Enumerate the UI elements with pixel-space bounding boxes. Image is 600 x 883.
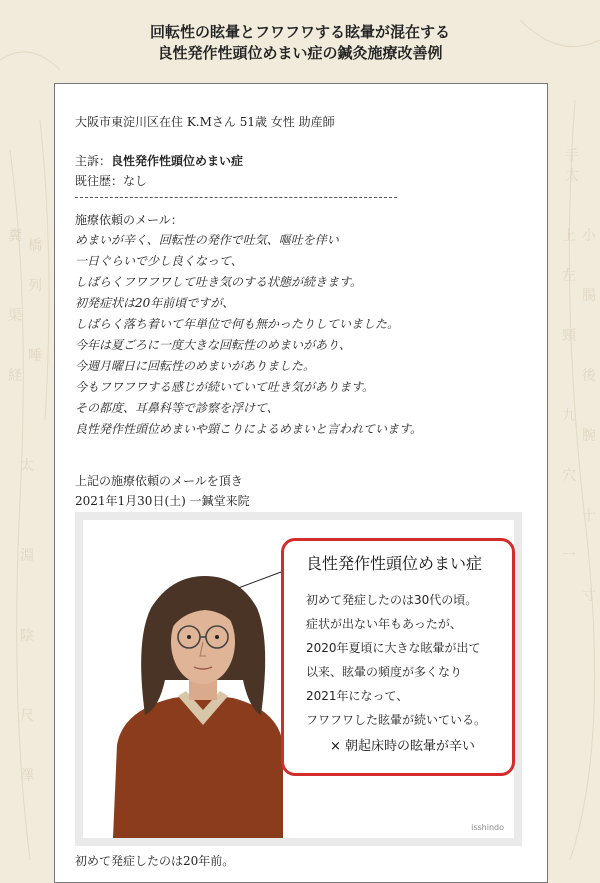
bubble-line: 2021年になって、 — [306, 689, 409, 703]
bubble-line: 症状が出ない年もあったが、 — [306, 617, 462, 631]
svg-text:左: 左 — [562, 268, 576, 284]
page-title-line-1: 回転性の眩暈とフワフワする眩暈が混在する — [149, 23, 450, 41]
bubble-line: フワフワした眩暈が続いている。 — [306, 713, 487, 727]
svg-text:後: 後 — [582, 368, 596, 384]
svg-text:寸: 寸 — [582, 588, 596, 604]
svg-text:腕: 腕 — [582, 428, 596, 444]
email-line: 今年は夏ごろに一度大きな回転性のめまいがあり、 — [75, 338, 352, 352]
illustration-canvas — [83, 520, 514, 838]
email-line: その都度、耳鼻科等で診察を浮けて、 — [75, 401, 279, 415]
bubble-title: 良性発作性頭位めまい症 — [306, 554, 483, 573]
illustration-credit: isshindo — [471, 823, 504, 832]
svg-text:十: 十 — [582, 508, 596, 524]
bubble-line: 以来、眩暈の頻度が多くなり — [306, 665, 463, 679]
svg-text:小: 小 — [582, 228, 596, 244]
email-line: 初発症状は20年前頃ですが、 — [75, 296, 235, 310]
svg-text:一: 一 — [562, 548, 576, 564]
email-heading: 施療依頼のメール： — [75, 213, 183, 227]
visit-date: 2021年1月30日(土) 一鍼堂来院 — [75, 494, 250, 508]
chief-complaint — [75, 152, 243, 169]
email-line: 一日ぐらいで少し良くなって、 — [75, 254, 243, 268]
bubble-line: 初めて発症したのは30代の頃。 — [306, 593, 478, 607]
email-line: 今週月曜日に回転性のめまいがありました。 — [75, 359, 316, 373]
page-title — [0, 22, 600, 64]
svg-text:穴: 穴 — [562, 468, 576, 484]
chief-complaint-value: 良性発作性頭位めまい症 — [111, 154, 244, 168]
svg-text:尺: 尺 — [20, 708, 34, 724]
svg-text:澤: 澤 — [20, 768, 34, 784]
bubble-line: 2020年夏頃に大きな眩暈が出て — [306, 641, 481, 655]
svg-text:唾: 唾 — [28, 348, 42, 364]
bubble-note: × 朝起床時の眩暈が辛い — [330, 739, 476, 754]
svg-text:太: 太 — [565, 168, 579, 184]
page-title-line-2: 良性発作性頭位めまい症の鍼灸施療改善例 — [157, 44, 443, 62]
email-line: 良性発作性頭位めまいや頸こりによるめまいと言われています。 — [75, 422, 423, 436]
svg-text:橋: 橋 — [28, 238, 42, 254]
case-card — [54, 83, 548, 883]
svg-text:渠: 渠 — [8, 308, 22, 324]
svg-text:陰: 陰 — [20, 628, 34, 644]
svg-text:太: 太 — [20, 458, 34, 474]
svg-text:頸: 頸 — [562, 328, 576, 344]
symptom-speech-bubble — [281, 538, 515, 776]
patient-portrait-icon — [83, 520, 283, 838]
separator-line — [75, 197, 397, 198]
medical-history: 既往歴：なし — [75, 174, 148, 188]
patient-illustration — [75, 512, 522, 846]
svg-text:腸: 腸 — [582, 288, 596, 304]
email-line: しばらく落ち着いて年単位で何も無かったりしていました。 — [75, 317, 400, 331]
svg-text:経: 経 — [8, 368, 22, 384]
svg-text:淵: 淵 — [20, 548, 34, 564]
email-line: めまいが辛く、回転性の発作で吐気、嘔吐を伴い — [75, 233, 339, 247]
email-line: 今もフワフワする感じが続いていて吐き気があります。 — [75, 380, 375, 394]
chief-complaint-label: 主訴： — [75, 154, 112, 168]
svg-text:列: 列 — [28, 278, 42, 294]
first-onset-note: 初めて発症したのは20年前。 — [75, 854, 235, 868]
email-line: しばらくフワフワして吐き気のする状態が続きます。 — [75, 275, 363, 289]
svg-text:上: 上 — [562, 228, 576, 244]
svg-text:手: 手 — [565, 148, 579, 164]
svg-text:九: 九 — [562, 408, 576, 424]
patient-info: 大阪市東淀川区在住 K.Mさん 51歳 女性 助産師 — [75, 115, 335, 129]
email-received-note: 上記の施療依頼のメールを頂き — [75, 474, 243, 488]
svg-text:糞: 糞 — [8, 228, 22, 244]
